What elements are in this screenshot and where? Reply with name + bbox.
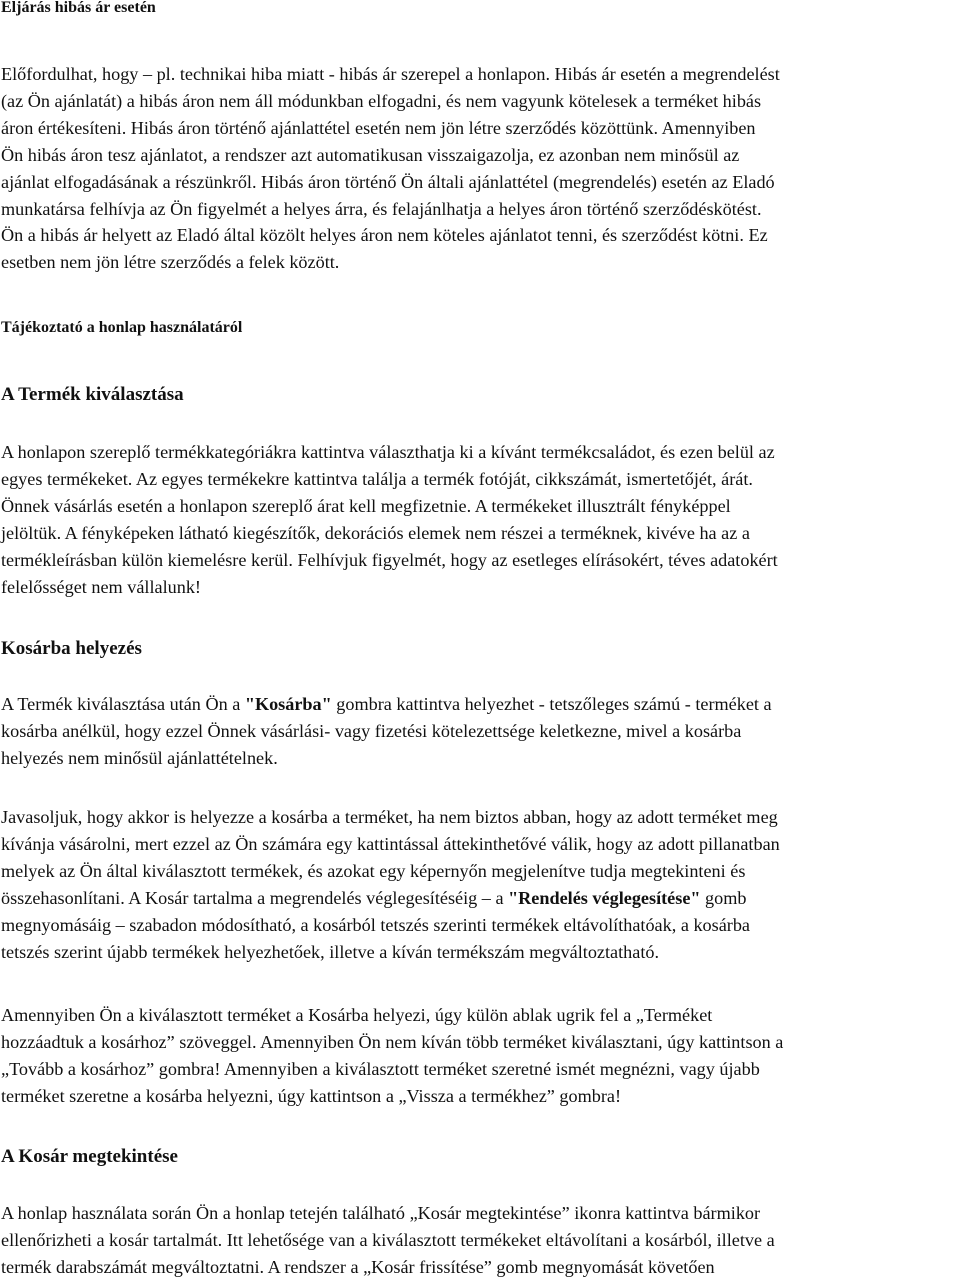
text-line: (az Ön ajánlatát) a hibás áron nem áll módunkban elfogadni, és nem vagyunk kötelesek a terméket hibás: [1, 90, 762, 111]
rendeles-veglegesitese-label: "Rendelés véglegesítése": [508, 887, 701, 908]
paragraph-kosarba-2: [1, 804, 958, 965]
text-line: felelősséget nem vállalunk!: [1, 576, 201, 597]
heading-tajekoztato: Tájékoztató a honlap használatáról: [1, 319, 243, 336]
text-line: [1, 691, 958, 718]
kosarba-button-label: "Kosárba": [244, 694, 332, 714]
text-line: ellenőrizheti a kosár tartalmát. Itt lehetősége van a kiválasztott termékeket eltávolítani a kosárból, illetve a: [1, 1229, 775, 1250]
paragraph-kosar-megtekintese: [1, 1200, 958, 1281]
text-line: termék darabszámát megváltoztatni. A rendszer a „Kosár frissítése” gomb megnyomását követően: [1, 1256, 715, 1277]
text-line: tetszés szerint újabb termékek helyezhetőek, illetve a kíván termékszám megváltoztatható.: [1, 941, 660, 962]
text-line: terméket szeretne a kosárba helyezni, úgy kattintson a „Vissza a termékhez” gombra!: [1, 1085, 622, 1106]
text-line: megnyomásáig – szabadon módosítható, a kosárból tetszés szerinti termékek eltávolíthatóak, a kosárba: [1, 914, 750, 935]
text-line: kívánja vásárolni, mert ezzel az Ön számára egy kattintással áttekinthetővé válik, hogy az adott pillanatban: [1, 833, 780, 854]
text-line: áron értékesíteni. Hibás áron történő ajánlattétel esetén nem jön létre szerződés közöttünk. Amennyiben: [1, 117, 756, 138]
text-line: Amennyiben Ön a kiválasztott terméket a Kosárba helyezi, úgy külön ablak ugrik fel a „Terméket: [1, 1005, 713, 1025]
text-line: Ön a hibás ár helyett az Eladó által közölt helyes áron nem köteles ajánlatot tenni, és szerződést kötni. Ez: [1, 225, 768, 246]
text-line: munkatársa felhívja az Ön figyelmét a helyes árra, és felajánlhatja a helyes áron történő szerződéskötést.: [1, 198, 762, 219]
text-segment: összehasonlítani. A Kosár tartalma a megrendelés véglegesítéséig – a: [1, 887, 509, 908]
text-line: esetben nem jön létre szerződés a felek között.: [1, 252, 340, 273]
text-line: Önnek vásárlás esetén a honlapon szereplő árat kell megfizetnie. A termékeket illusztrált fényképpel: [1, 495, 731, 516]
text-segment: gombra kattintva helyezhet - tetszőleges számú - terméket a: [331, 694, 772, 714]
text-line: [1, 885, 958, 912]
text-line: melyek az Ön által kiválasztott termékek, és azokat egy képernyőn megjelenítve tudja megtekinteni és: [1, 860, 746, 881]
text-line: termékleírásban külön kiemelésre kerül. Felhívjuk figyelmét, hogy az esetleges elírásokért, téves adatokért: [1, 549, 778, 570]
paragraph-hibas-ar: [1, 61, 958, 276]
paragraph-kosarba-1: [1, 691, 958, 772]
heading-hibas-ar: Eljárás hibás ár esetén: [1, 0, 156, 16]
heading-termek-kivalasztasa: A Termék kiválasztása: [1, 384, 184, 405]
paragraph-termek-kivalasztasa: [1, 439, 958, 600]
text-line: helyezés nem minősül ajánlattételnek.: [1, 747, 278, 768]
text-line: Ön hibás áron tesz ajánlatot, a rendszer azt automatikusan visszaigazolja, ez azonban nem minősül az: [1, 144, 740, 165]
text-line: A honlapon szereplő termékkategóriákra kattintva választhatja ki a kívánt termékcsaládot, és ezen belül az: [1, 442, 775, 462]
heading-kosar-megtekintese: A Kosár megtekintése: [1, 1146, 178, 1167]
text-line: kosárba anélkül, hogy ezzel Önnek vásárlási- vagy fizetési kötelezettsége keletkezne, mivel a kosárba: [1, 720, 742, 741]
text-line: Előfordulhat, hogy – pl. technikai hiba miatt - hibás ár szerepel a honlapon. Hibás ár esetén a megrendelést: [1, 64, 780, 84]
paragraph-kosarba-3: [1, 1002, 958, 1110]
text-line: ajánlat elfogadásának a részünkről. Hibás áron történő Ön általi ajánlattétel (megrendelés) esetén az Eladó: [1, 171, 775, 192]
text-line: hozzáadtuk a kosárhoz” szöveggel. Amennyiben Ön nem kíván több terméket kiválasztani, úgy kattintson a: [1, 1031, 784, 1052]
text-line: jelöltük. A fényképeken látható kiegészítők, dekorációs elemek nem részei a terméknek, kivéve ha az a: [1, 522, 750, 543]
heading-kosarba-helyezes: Kosárba helyezés: [1, 638, 142, 659]
text-line: „Tovább a kosárhoz” gombra! Amennyiben a kiválasztott terméket szeretné ismét megnézni, vagy újabb: [1, 1058, 760, 1079]
text-line: Javasoljuk, hogy akkor is helyezze a kosárba a terméket, ha nem biztos abban, hogy az adott terméket meg: [1, 807, 778, 827]
text-segment: A Termék kiválasztása után Ön a: [1, 694, 245, 714]
text-line: A honlap használata során Ön a honlap tetején található „Kosár megtekintése” ikonra kattintva bármikor: [1, 1203, 761, 1223]
text-line: egyes termékeket. Az egyes termékekre kattintva találja a termék fotóját, cikkszámát, ismertetőjét, árát.: [1, 468, 753, 489]
text-segment: gomb: [700, 887, 747, 908]
